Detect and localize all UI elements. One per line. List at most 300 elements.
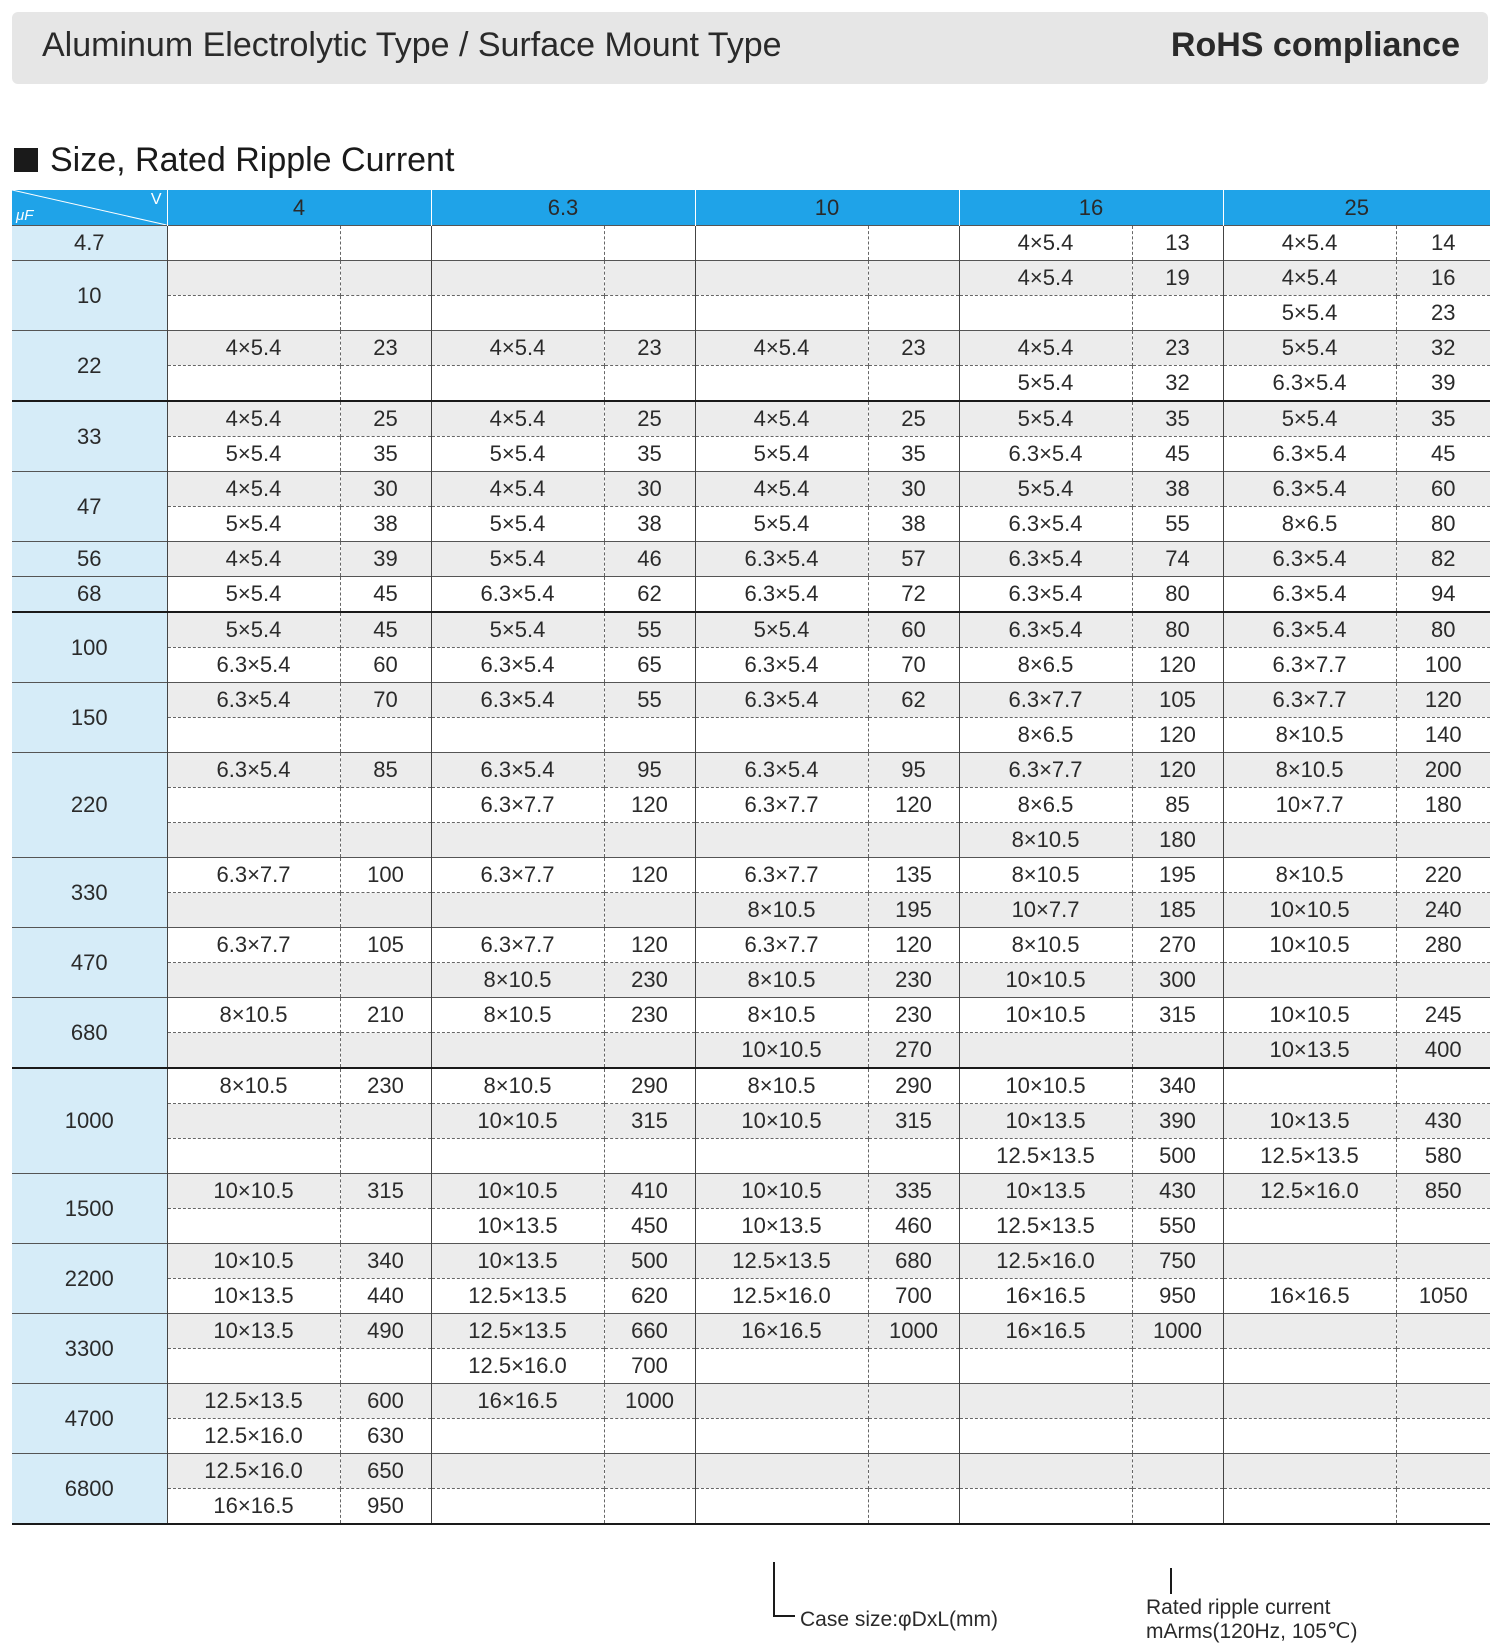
ripple-current-cell: 16 <box>1396 261 1490 296</box>
case-size-cell: 6.3×5.4 <box>695 648 868 683</box>
ripple-current-cell: 120 <box>1396 683 1490 718</box>
case-size-cell: 5×5.4 <box>959 366 1132 402</box>
ripple-current-cell: 70 <box>868 648 959 683</box>
case-size-cell <box>1223 1454 1396 1489</box>
ripple-current-cell: 240 <box>1396 893 1490 928</box>
ripple-current-cell: 400 <box>1396 1033 1490 1069</box>
ripple-current-cell: 500 <box>1132 1139 1223 1174</box>
ripple-current-cell <box>868 1489 959 1525</box>
table-row <box>12 331 1490 366</box>
case-size-cell: 12.5×13.5 <box>1223 1139 1396 1174</box>
case-size-cell: 12.5×13.5 <box>431 1279 604 1314</box>
table-row <box>12 472 1490 507</box>
ripple-current-cell: 185 <box>1132 893 1223 928</box>
diagonal-divider-icon <box>12 190 167 225</box>
case-size-cell: 10×13.5 <box>1223 1033 1396 1069</box>
capacitance-label: 470 <box>12 928 167 998</box>
case-size-cell: 5×5.4 <box>959 401 1132 437</box>
ripple-current-cell: 230 <box>604 963 695 998</box>
ripple-current-cell: 460 <box>868 1209 959 1244</box>
table-row <box>12 507 1490 542</box>
ripple-current-cell <box>604 823 695 858</box>
capacitance-label: 10 <box>12 261 167 331</box>
table-row <box>12 437 1490 472</box>
ripple-current-cell: 195 <box>1132 858 1223 893</box>
case-size-cell <box>431 261 604 296</box>
ripple-current-cell: 85 <box>1132 788 1223 823</box>
case-size-cell: 8×10.5 <box>1223 718 1396 753</box>
ripple-pointer-line <box>1170 1568 1172 1594</box>
ripple-current-cell: 13 <box>1132 226 1223 261</box>
table-row <box>12 1244 1490 1279</box>
ripple-current-cell: 14 <box>1396 226 1490 261</box>
capacitance-label: 1000 <box>12 1068 167 1174</box>
case-size-cell <box>431 1419 604 1454</box>
case-size-cell <box>959 1489 1132 1525</box>
case-size-cell: 4×5.4 <box>695 331 868 366</box>
case-size-cell <box>695 718 868 753</box>
voltage-header-25: 25 <box>1223 190 1490 226</box>
case-size-cell: 12.5×13.5 <box>167 1384 340 1419</box>
case-size-cell: 16×16.5 <box>167 1489 340 1525</box>
case-size-cell <box>959 1384 1132 1419</box>
case-size-cell: 4×5.4 <box>167 472 340 507</box>
table-row <box>12 823 1490 858</box>
case-size-cell: 6.3×5.4 <box>1223 542 1396 577</box>
case-size-cell: 8×6.5 <box>959 648 1132 683</box>
case-size-cell <box>167 1104 340 1139</box>
ripple-current-cell <box>340 1033 431 1069</box>
case-size-cell: 4×5.4 <box>431 472 604 507</box>
case-size-cell: 12.5×16.0 <box>959 1244 1132 1279</box>
ripple-current-cell: 38 <box>340 507 431 542</box>
ripple-current-cell: 70 <box>340 683 431 718</box>
ripple-current-cell: 315 <box>868 1104 959 1139</box>
ripple-current-cell <box>340 823 431 858</box>
ripple-current-cell: 23 <box>1396 296 1490 331</box>
case-size-cell: 4×5.4 <box>1223 261 1396 296</box>
case-size-cell <box>167 963 340 998</box>
table-row <box>12 612 1490 648</box>
ripple-current-cell <box>868 226 959 261</box>
ripple-current-cell <box>1396 1068 1490 1104</box>
case-size-cell: 5×5.4 <box>695 612 868 648</box>
ripple-current-cell: 950 <box>1132 1279 1223 1314</box>
ripple-current-cell <box>340 261 431 296</box>
ripple-current-cell: 80 <box>1132 612 1223 648</box>
ripple-current-cell: 120 <box>604 788 695 823</box>
ripple-current-cell: 850 <box>1396 1174 1490 1209</box>
table-row <box>12 1279 1490 1314</box>
case-size-cell: 10×10.5 <box>695 1104 868 1139</box>
table-row <box>12 648 1490 683</box>
voltage-header-4: 4 <box>167 190 431 226</box>
ripple-current-cell: 80 <box>1132 577 1223 613</box>
case-size-cell: 6.3×5.4 <box>1223 577 1396 613</box>
voltage-header-6-3: 6.3 <box>431 190 695 226</box>
ripple-current-cell: 62 <box>868 683 959 718</box>
case-size-cell <box>167 823 340 858</box>
ripple-note-line-2: mArms(120Hz, 105℃) <box>1146 1620 1358 1643</box>
case-size-cell: 10×10.5 <box>959 963 1132 998</box>
table-body <box>12 226 1490 1525</box>
case-size-cell: 6.3×5.4 <box>959 437 1132 472</box>
case-size-cell: 6.3×5.4 <box>959 612 1132 648</box>
table-row <box>12 1349 1490 1384</box>
case-size-cell <box>1223 1209 1396 1244</box>
case-size-cell: 5×5.4 <box>167 577 340 613</box>
case-size-cell: 5×5.4 <box>695 437 868 472</box>
case-size-cell <box>431 1033 604 1069</box>
table-row <box>12 928 1490 963</box>
case-size-cell <box>1223 1384 1396 1419</box>
header-bar <box>12 12 1488 84</box>
case-size-cell: 8×10.5 <box>959 823 1132 858</box>
ripple-current-cell <box>868 1454 959 1489</box>
ripple-current-cell: 45 <box>1396 437 1490 472</box>
ripple-current-cell: 45 <box>1132 437 1223 472</box>
capacitance-label: 100 <box>12 612 167 683</box>
ripple-current-cell: 120 <box>868 788 959 823</box>
case-size-cell: 5×5.4 <box>1223 331 1396 366</box>
ripple-current-cell <box>1132 1454 1223 1489</box>
case-size-cell <box>431 893 604 928</box>
ripple-current-cell: 650 <box>340 1454 431 1489</box>
ripple-current-cell <box>1132 296 1223 331</box>
case-size-cell: 4×5.4 <box>959 331 1132 366</box>
capacitance-label: 68 <box>12 577 167 613</box>
ripple-current-cell: 195 <box>868 893 959 928</box>
case-size-cell: 10×10.5 <box>695 1033 868 1069</box>
case-size-cell: 10×10.5 <box>1223 928 1396 963</box>
capacitance-label: 1500 <box>12 1174 167 1244</box>
ripple-current-cell: 210 <box>340 998 431 1033</box>
ripple-current-cell: 94 <box>1396 577 1490 613</box>
ripple-current-cell: 60 <box>340 648 431 683</box>
case-size-cell <box>431 1489 604 1525</box>
case-size-cell: 5×5.4 <box>959 472 1132 507</box>
case-size-cell: 8×10.5 <box>1223 858 1396 893</box>
case-size-cell: 8×10.5 <box>959 928 1132 963</box>
capacitance-label: 4700 <box>12 1384 167 1454</box>
case-size-cell: 6.3×7.7 <box>695 928 868 963</box>
ripple-current-cell <box>1396 963 1490 998</box>
case-size-cell: 4×5.4 <box>431 401 604 437</box>
ripple-current-cell: 30 <box>340 472 431 507</box>
case-size-cell: 4×5.4 <box>959 261 1132 296</box>
case-size-cell <box>167 1349 340 1384</box>
ripple-current-cell: 120 <box>1132 718 1223 753</box>
ripple-current-cell: 35 <box>604 437 695 472</box>
case-size-cell: 6.3×7.7 <box>167 928 340 963</box>
ripple-current-cell <box>1396 1349 1490 1384</box>
table-corner-cell <box>12 190 167 226</box>
case-size-cell: 8×10.5 <box>167 998 340 1033</box>
case-size-cell: 6.3×5.4 <box>959 542 1132 577</box>
case-size-cell: 6.3×5.4 <box>431 577 604 613</box>
case-size-cell: 10×10.5 <box>1223 893 1396 928</box>
ripple-current-cell <box>868 261 959 296</box>
case-size-cell: 10×10.5 <box>1223 998 1396 1033</box>
ripple-current-cell: 25 <box>604 401 695 437</box>
ripple-current-cell: 120 <box>604 858 695 893</box>
ripple-current-cell <box>604 226 695 261</box>
case-size-cell: 4×5.4 <box>167 331 340 366</box>
case-size-cell: 6.3×5.4 <box>1223 366 1396 402</box>
ripple-current-cell: 340 <box>1132 1068 1223 1104</box>
ripple-current-cell <box>604 1139 695 1174</box>
case-size-cell: 10×7.7 <box>959 893 1132 928</box>
ripple-current-cell <box>868 1139 959 1174</box>
ripple-current-cell: 335 <box>868 1174 959 1209</box>
case-size-cell: 6.3×5.4 <box>695 542 868 577</box>
case-size-cell: 10×13.5 <box>167 1279 340 1314</box>
ripple-current-cell: 38 <box>604 507 695 542</box>
ripple-current-cell: 65 <box>604 648 695 683</box>
ripple-current-cell <box>1396 1454 1490 1489</box>
ripple-current-cell <box>604 261 695 296</box>
ripple-current-cell <box>340 893 431 928</box>
case-size-cell: 5×5.4 <box>431 542 604 577</box>
ripple-current-cell <box>604 1033 695 1069</box>
case-size-cell: 6.3×7.7 <box>431 788 604 823</box>
case-size-cell: 5×5.4 <box>167 612 340 648</box>
case-size-cell: 5×5.4 <box>431 612 604 648</box>
case-size-cell: 12.5×16.0 <box>167 1419 340 1454</box>
ripple-current-cell: 315 <box>1132 998 1223 1033</box>
ripple-current-note <box>1146 1596 1357 1644</box>
ripple-current-cell <box>604 296 695 331</box>
case-size-cell <box>431 1454 604 1489</box>
table-row <box>12 753 1490 788</box>
table-row <box>12 963 1490 998</box>
case-size-cell: 5×5.4 <box>1223 401 1396 437</box>
ripple-current-cell <box>604 893 695 928</box>
ripple-current-cell: 490 <box>340 1314 431 1349</box>
case-size-cell <box>167 893 340 928</box>
case-size-cell: 10×10.5 <box>167 1174 340 1209</box>
capacitance-label: 4.7 <box>12 226 167 261</box>
ripple-current-cell: 55 <box>604 612 695 648</box>
case-size-cell: 8×10.5 <box>431 1068 604 1104</box>
ripple-current-cell: 120 <box>868 928 959 963</box>
ripple-current-cell <box>1132 1384 1223 1419</box>
table-row <box>12 1033 1490 1069</box>
ripple-current-cell: 270 <box>868 1033 959 1069</box>
square-bullet-icon <box>14 148 38 172</box>
case-size-cell: 10×10.5 <box>167 1244 340 1279</box>
case-size-cell: 12.5×16.0 <box>431 1349 604 1384</box>
ripple-current-cell <box>340 788 431 823</box>
case-size-cell: 6.3×7.7 <box>695 788 868 823</box>
ripple-current-cell <box>1396 1244 1490 1279</box>
ripple-current-cell: 38 <box>1132 472 1223 507</box>
case-size-cell <box>431 226 604 261</box>
ripple-current-cell <box>868 1349 959 1384</box>
voltage-header-10: 10 <box>695 190 959 226</box>
case-size-cell <box>959 1419 1132 1454</box>
ripple-current-cell: 700 <box>868 1279 959 1314</box>
ripple-current-cell: 430 <box>1132 1174 1223 1209</box>
ripple-current-cell: 270 <box>1132 928 1223 963</box>
ripple-current-cell: 80 <box>1396 507 1490 542</box>
case-size-cell: 6.3×5.4 <box>695 683 868 718</box>
page-title: Aluminum Electrolytic Type / Surface Mount Type <box>42 26 782 64</box>
ripple-current-cell: 180 <box>1132 823 1223 858</box>
ripple-current-cell: 60 <box>868 612 959 648</box>
ripple-current-cell: 55 <box>1132 507 1223 542</box>
case-size-cell <box>1223 963 1396 998</box>
case-size-cell <box>1223 1068 1396 1104</box>
ripple-current-cell: 620 <box>604 1279 695 1314</box>
ripple-current-cell <box>604 1489 695 1525</box>
ripple-current-cell <box>340 1139 431 1174</box>
case-size-cell: 8×10.5 <box>431 963 604 998</box>
case-size-cell: 6.3×5.4 <box>431 683 604 718</box>
case-size-cell <box>167 261 340 296</box>
table-row <box>12 1209 1490 1244</box>
table-row <box>12 718 1490 753</box>
case-size-cell: 6.3×5.4 <box>695 753 868 788</box>
ripple-current-cell: 25 <box>340 401 431 437</box>
case-size-cell: 6.3×5.4 <box>167 648 340 683</box>
table-row <box>12 296 1490 331</box>
ripple-current-cell: 35 <box>1132 401 1223 437</box>
capacitance-label: 680 <box>12 998 167 1069</box>
table-row <box>12 893 1490 928</box>
case-size-cell: 16×16.5 <box>1223 1279 1396 1314</box>
ripple-current-cell: 600 <box>340 1384 431 1419</box>
table-row <box>12 1068 1490 1104</box>
ripple-current-cell: 25 <box>868 401 959 437</box>
table-row <box>12 788 1490 823</box>
ripple-current-cell: 315 <box>604 1104 695 1139</box>
ripple-current-cell <box>1396 1489 1490 1525</box>
capacitance-label: 33 <box>12 401 167 472</box>
ripple-current-cell: 180 <box>1396 788 1490 823</box>
case-size-cell: 8×6.5 <box>959 718 1132 753</box>
table-row <box>12 1174 1490 1209</box>
case-size-cell: 6.3×7.7 <box>695 858 868 893</box>
ripple-current-cell: 23 <box>868 331 959 366</box>
ripple-current-cell: 120 <box>1132 648 1223 683</box>
ripple-current-cell: 200 <box>1396 753 1490 788</box>
ripple-current-cell: 410 <box>604 1174 695 1209</box>
case-size-cell <box>695 1384 868 1419</box>
ripple-current-cell: 46 <box>604 542 695 577</box>
capacitance-label: 220 <box>12 753 167 858</box>
case-size-cell: 4×5.4 <box>1223 226 1396 261</box>
case-size-cell <box>167 226 340 261</box>
case-size-cell: 10×13.5 <box>167 1314 340 1349</box>
case-size-cell <box>959 296 1132 331</box>
case-size-cell: 4×5.4 <box>167 542 340 577</box>
case-size-cell <box>695 823 868 858</box>
table-row <box>12 1314 1490 1349</box>
capacitance-label: 150 <box>12 683 167 753</box>
capacitance-label: 22 <box>12 331 167 402</box>
ripple-current-cell <box>868 823 959 858</box>
ripple-current-cell: 95 <box>604 753 695 788</box>
ripple-current-cell: 120 <box>604 928 695 963</box>
table-row <box>12 401 1490 437</box>
table-row <box>12 1104 1490 1139</box>
case-size-cell <box>695 261 868 296</box>
ripple-current-cell: 680 <box>868 1244 959 1279</box>
capacitance-label: 3300 <box>12 1314 167 1384</box>
ripple-current-cell <box>604 1454 695 1489</box>
table-row <box>12 683 1490 718</box>
case-size-cell: 5×5.4 <box>695 507 868 542</box>
ripple-current-cell: 38 <box>868 507 959 542</box>
ripple-current-cell: 700 <box>604 1349 695 1384</box>
case-size-cell <box>1223 1489 1396 1525</box>
ripple-current-cell <box>604 1419 695 1454</box>
ripple-current-cell: 300 <box>1132 963 1223 998</box>
table-row <box>12 1489 1490 1525</box>
table-row <box>12 1384 1490 1419</box>
case-size-cell: 6.3×5.4 <box>167 753 340 788</box>
ripple-current-cell: 450 <box>604 1209 695 1244</box>
case-size-cell: 16×16.5 <box>695 1314 868 1349</box>
case-size-cell: 6.3×7.7 <box>1223 648 1396 683</box>
ripple-current-cell: 35 <box>868 437 959 472</box>
ripple-current-cell: 105 <box>1132 683 1223 718</box>
ripple-current-cell: 135 <box>868 858 959 893</box>
case-size-cell <box>431 823 604 858</box>
case-size-cell <box>1223 823 1396 858</box>
case-size-cell: 10×10.5 <box>959 998 1132 1033</box>
ripple-current-cell <box>340 1104 431 1139</box>
case-size-cell: 6.3×5.4 <box>1223 472 1396 507</box>
ripple-current-cell <box>868 296 959 331</box>
case-size-cell: 5×5.4 <box>167 507 340 542</box>
ripple-current-cell: 95 <box>868 753 959 788</box>
ripple-current-cell: 120 <box>1132 753 1223 788</box>
case-size-cell: 10×10.5 <box>695 1174 868 1209</box>
ripple-current-cell: 45 <box>340 612 431 648</box>
ripple-current-cell: 950 <box>340 1489 431 1525</box>
case-size-cell: 10×13.5 <box>695 1209 868 1244</box>
ripple-current-cell <box>340 366 431 402</box>
case-size-cell <box>695 1454 868 1489</box>
case-size-cell <box>695 226 868 261</box>
case-size-cell: 6.3×5.4 <box>431 753 604 788</box>
ripple-current-cell: 45 <box>340 577 431 613</box>
case-size-cell: 8×10.5 <box>1223 753 1396 788</box>
table-row <box>12 366 1490 402</box>
case-size-cell <box>1223 1314 1396 1349</box>
case-size-cell <box>167 1209 340 1244</box>
case-size-cell <box>167 718 340 753</box>
case-size-cell: 12.5×16.0 <box>167 1454 340 1489</box>
ripple-current-cell <box>1396 1384 1490 1419</box>
ripple-current-cell <box>340 1209 431 1244</box>
ripple-current-cell: 280 <box>1396 928 1490 963</box>
table-row <box>12 858 1490 893</box>
case-size-cell <box>1223 1244 1396 1279</box>
case-size-cell: 12.5×13.5 <box>959 1209 1132 1244</box>
table-row <box>12 1139 1490 1174</box>
case-size-cell: 8×6.5 <box>1223 507 1396 542</box>
case-size-cell: 4×5.4 <box>167 401 340 437</box>
ripple-current-cell: 1050 <box>1396 1279 1490 1314</box>
case-size-cell: 16×16.5 <box>431 1384 604 1419</box>
case-size-cell <box>431 296 604 331</box>
ripple-note-line-1: Rated ripple current <box>1146 1596 1331 1619</box>
ripple-current-cell: 220 <box>1396 858 1490 893</box>
capacitance-label: 6800 <box>12 1454 167 1525</box>
